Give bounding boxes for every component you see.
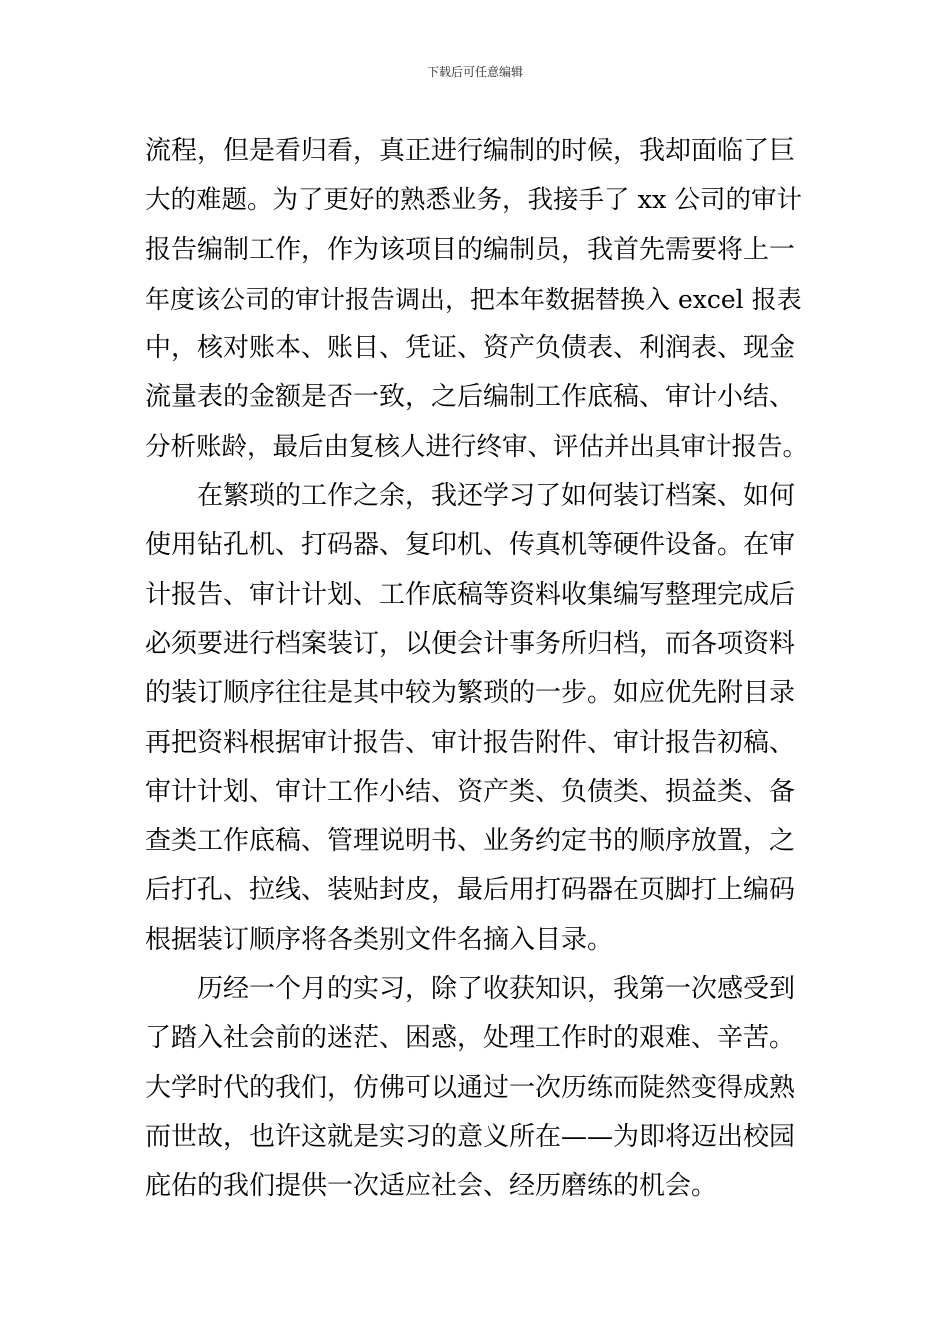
text-line: 分析账龄，最后由复核人进行终审、评估并出具审计报告。: [145, 431, 809, 462]
text-line: 而世故，也许这就是实习的意义所在——为即将迈出校园: [145, 1121, 796, 1152]
text-line: 再把资料根据审计报告、审计报告附件、审计报告初稿、: [145, 727, 796, 758]
text-line: 中，核对账本、账目、凭证、资产负债表、利润表、现金: [145, 333, 796, 364]
text-line: 年度该公司的审计报告调出，把本年数据替换入 excel 报表: [145, 284, 802, 314]
text-line: 庇佑的我们提供一次适应社会、经历磨练的机会。: [145, 1171, 718, 1202]
text-line: 大的难题。为了更好的熟悉业务，我接手了 xx 公司的审计: [145, 185, 802, 216]
page-header: 下载后可任意编辑: [426, 65, 523, 79]
text-line: 根据装订顺序将各类别文件名摘入目录。: [145, 924, 614, 955]
paragraph-first-line: 历经一个月的实习，除了收获知识，我第一次感受到: [197, 974, 796, 1005]
text-line: 审计计划、审计工作小结、资产类、负债类、损益类、备: [145, 776, 796, 807]
text-line: 使用钻孔机、打码器、复印机、传真机等硬件设备。在审: [145, 530, 796, 561]
text-line: 计报告、审计计划、工作底稿等资料收集编写整理完成后: [145, 579, 796, 610]
text-line: 的装订顺序往往是其中较为繁琐的一步。如应优先附目录: [145, 678, 796, 709]
text-line: 后打孔、拉线、装贴封皮，最后用打码器在页脚打上编码: [145, 875, 796, 906]
paragraph-first-line: 在繁琐的工作之余，我还学习了如何装订档案、如何: [197, 481, 796, 512]
body-text: [145, 127, 810, 1212]
text-line: 了踏入社会前的迷茫、困惑，处理工作时的艰难、辛苦。: [145, 1023, 796, 1054]
text-line: 大学时代的我们，仿佛可以通过一次历练而陡然变得成熟: [145, 1072, 796, 1103]
text-line: 必须要进行档案装订，以便会计事务所归档，而各项资料: [145, 628, 796, 659]
text-line: 流量表的金额是否一致，之后编制工作底稿、审计小结、: [145, 382, 796, 413]
text-line: 流程，但是看归看，真正进行编制的时候，我却面临了巨: [145, 136, 796, 166]
text-line: 查类工作底稿、管理说明书、业务约定书的顺序放置，之: [145, 826, 796, 857]
text-line: 报告编制工作，作为该项目的编制员，我首先需要将上一: [145, 234, 796, 265]
